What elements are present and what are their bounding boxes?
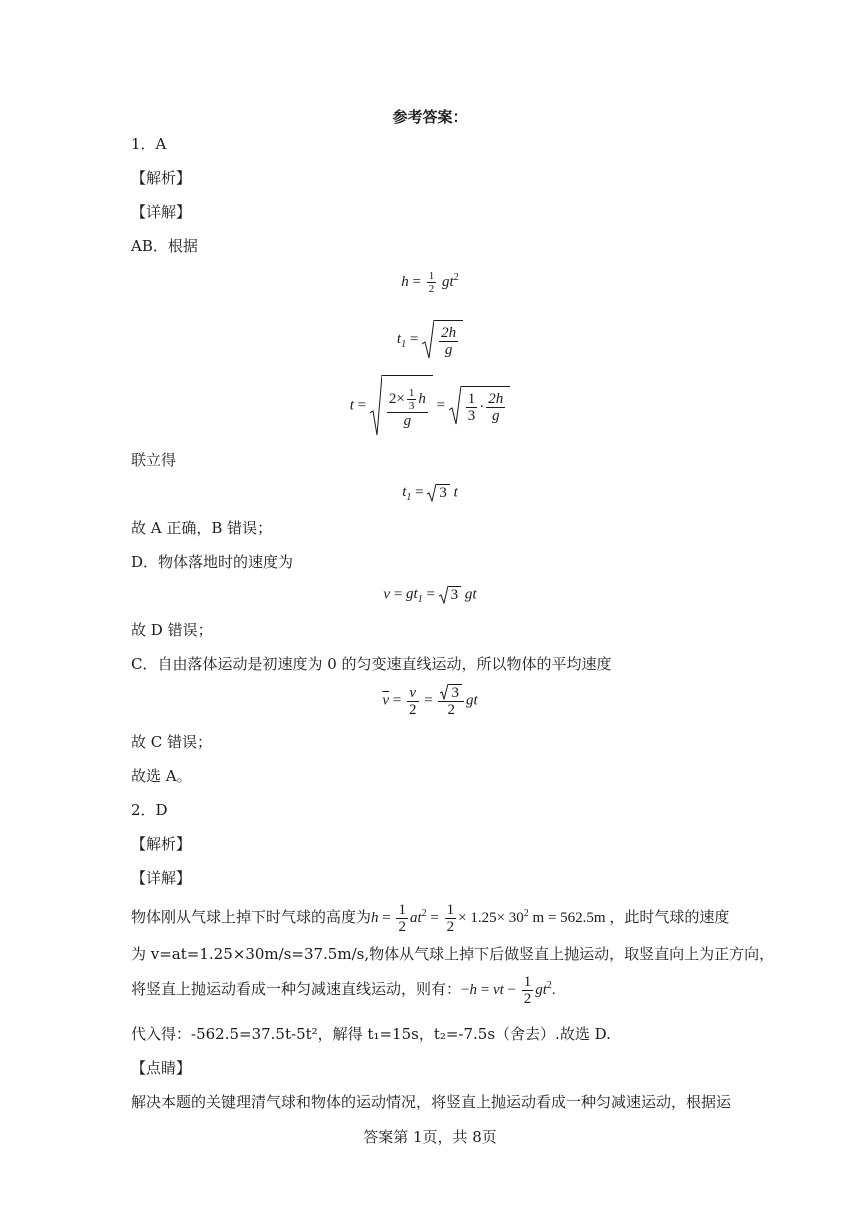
formula-t1-result: $t_1$ = 3 t — [402, 484, 458, 504]
q1-conclusion-d: 故 D 错误； — [131, 621, 213, 639]
q1-d-intro: D．物体落地时的速度为 — [131, 553, 294, 571]
q1-detail-label: 【详解】 — [131, 203, 192, 221]
q2-p1-text-a: 物体刚从气球上掉下时气球的高度为 — [131, 909, 372, 926]
q1-analysis-label: 【解析】 — [131, 169, 192, 187]
formula-height: h = $\frac{1}{2}$ $gt^2$ — [401, 270, 459, 295]
formula-average-velocity: $\overline{v}$ = $\frac{v}{2}$ = $\frac{3}{2}$ gt — [382, 684, 478, 719]
q2-paragraph-5: 解决本题的关键理清气球和物体的运动情况，将竖直上抛运动看成一种匀减速运动，根据运 — [131, 1093, 732, 1111]
page-title: 参考答案： — [392, 108, 468, 126]
q2-paragraph-4: 代入得：-562.5=37.5t-5t²，解得 t₁=15s，t₂=-7.5s（舍去）.故选 D. — [131, 1025, 611, 1043]
q2-detail-label: 【详解】 — [131, 869, 192, 887]
q2-paragraph-3: 将竖直上抛运动看成一种匀减速直线运动，则有：−h = vt − $\frac{1}{2}$ $gt^2$. — [131, 974, 556, 1007]
q1-ab-intro: AB．根据 — [131, 237, 198, 255]
q2-paragraph-1: 物体刚从气球上掉下时气球的高度为h = $\frac{1}{2}$ $at^2$ = $\frac{1}{2}$ × $1.25\times 30^2$ m = 562.5m ，此时气球的速度 — [131, 902, 730, 935]
q2-comment-label: 【点睛】 — [131, 1059, 192, 1077]
q2-analysis-label: 【解析】 — [131, 835, 192, 853]
page-footer: 答案第 1页，共 8页 — [363, 1128, 497, 1146]
formula-t: t = 2× $\frac{1}{3}$ h g = $\frac{1}{3}$ · $\frac{2h}{g}$ — [0, 375, 860, 437]
q2-number: 2．D — [131, 801, 168, 819]
q1-final: 故选 A。 — [131, 767, 192, 785]
q2-p1-text-b: ，此时气球的速度 — [609, 909, 730, 926]
q1-c-intro: C．自由落体运动是初速度为 0 的匀变速直线运动，所以物体的平均速度 — [131, 655, 612, 673]
q1-combine: 联立得 — [131, 451, 177, 469]
formula-velocity: $v = gt_1$ = 3 gt — [383, 586, 477, 606]
q1-number: 1．A — [131, 135, 167, 153]
q2-p3-text: 将竖直上抛运动看成一种匀减速直线运动，则有： — [131, 981, 462, 998]
formula-t1: $t_1$ = $\frac{2h}{g}$ — [0, 320, 860, 360]
q2-paragraph-2: 为 v=at=1.25×30m/s=37.5m/s,物体从气球上掉下后做竖直上抛运动，取竖直向上为正方向， — [131, 945, 775, 963]
q1-conclusion-ab: 故 A 正确，B 错误； — [131, 519, 273, 537]
q1-conclusion-c: 故 C 错误； — [131, 733, 213, 751]
